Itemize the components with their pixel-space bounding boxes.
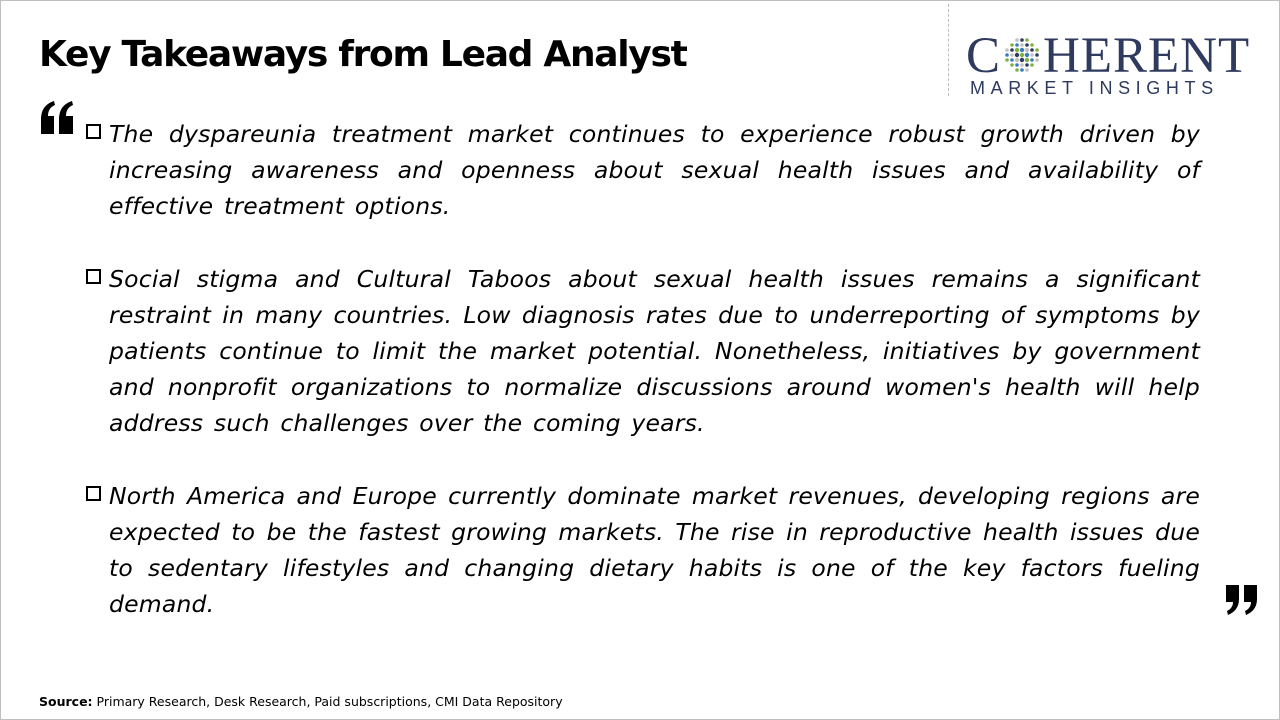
takeaway-text: The dyspareunia treatment market continues to experience robust growth driven by increasing awareness and openness about sexual health issues and availability of effective treatment options. xyxy=(109,120,1200,220)
logo-tagline: MARKET INSIGHTS xyxy=(970,78,1219,98)
page-title: Key Takeaways from Lead Analyst xyxy=(39,34,687,75)
source-text: Primary Research, Desk Research, Paid subscriptions, CMI Data Repository xyxy=(96,694,563,709)
takeaway-item xyxy=(86,261,1200,441)
company-logo xyxy=(966,26,1266,106)
checkbox-bullet-icon xyxy=(86,269,101,284)
source-label: Source: xyxy=(39,694,93,709)
logo-word-rest: HERENT xyxy=(1043,28,1251,84)
takeaway-item xyxy=(86,116,1200,224)
takeaway-text: North America and Europe currently dominate market revenues, developing regions are expected to be the fastest growing markets. The rise in reproductive health issues due to sedentary lifestyles and changing dietary habits is one of the key factors fueling demand. xyxy=(109,482,1200,618)
takeaway-item xyxy=(86,478,1200,622)
logo-wordmark xyxy=(966,26,1250,86)
checkbox-bullet-icon xyxy=(86,124,101,139)
takeaways-list xyxy=(86,116,1200,659)
takeaway-text: Social stigma and Cultural Taboos about sexual health issues remains a significant restraint in many countries. Low diagnosis rates due to underreporting of symptoms by patients continue to limit the market potential. Nonetheless, initiatives by government and nonprofit organizations to normalize discussions around women's health will help address such challenges over the coming years. xyxy=(109,265,1200,437)
quote-open-icon xyxy=(39,100,75,136)
logo-letter-c: C xyxy=(966,28,1002,84)
header-divider xyxy=(948,4,949,96)
logo-dots-icon xyxy=(1002,29,1042,69)
source-note xyxy=(39,694,563,709)
checkbox-bullet-icon xyxy=(86,486,101,501)
quote-close-icon xyxy=(1224,584,1260,616)
